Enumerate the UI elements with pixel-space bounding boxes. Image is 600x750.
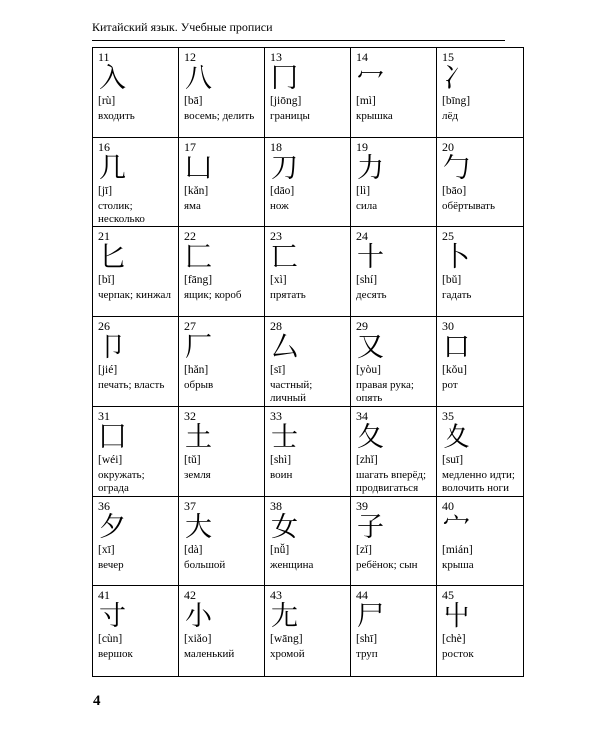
radical-cell (437, 48, 523, 138)
radical-pinyin: [jī] (98, 184, 113, 197)
radical-cell (93, 407, 179, 497)
radical-pinyin: [bǐ] (98, 274, 115, 287)
radical-meaning: большой (184, 558, 226, 571)
radical-character: 凵 (185, 152, 212, 184)
radical-character: 口 (443, 332, 470, 364)
radical-character: 冫 (443, 63, 470, 94)
radical-number: 15 (442, 50, 454, 64)
radical-number: 22 (184, 229, 196, 244)
radical-cell (179, 138, 265, 228)
radical-number: 42 (184, 588, 196, 603)
radical-character: 几 (99, 152, 126, 184)
radical-character: 匚 (185, 242, 212, 274)
radical-cell (179, 586, 265, 676)
radical-pinyin: [chè] (442, 633, 466, 646)
radical-number: 43 (270, 588, 282, 603)
radical-meaning: сила (356, 199, 378, 212)
radical-number: 36 (98, 498, 110, 513)
radical-number: 44 (356, 588, 368, 603)
radical-character: 女 (271, 511, 298, 543)
radical-pinyin: [hǎn] (184, 364, 209, 377)
radical-number: 31 (98, 408, 110, 423)
radical-pinyin: [fāng] (184, 274, 213, 287)
radical-cell (437, 497, 523, 587)
radical-pinyin: [bāo] (442, 184, 467, 197)
radical-number: 27 (184, 319, 196, 334)
radical-cell (179, 48, 265, 138)
radical-cell (437, 227, 523, 317)
radical-cell (179, 227, 265, 317)
radical-pinyin: [sī] (270, 364, 286, 377)
radical-pinyin: [suī] (442, 453, 464, 466)
radical-meaning: окружать; ограда (98, 468, 145, 494)
radical-meaning: нож (270, 199, 289, 212)
radical-meaning: вечер (98, 558, 124, 571)
radical-character: 冂 (271, 63, 298, 94)
radical-number: 18 (270, 139, 282, 154)
radical-character: 十 (357, 242, 384, 274)
radical-cell (265, 227, 351, 317)
radical-number: 25 (442, 229, 454, 244)
radical-number: 29 (356, 319, 368, 334)
radicals-table (92, 47, 524, 677)
radical-character: 子 (357, 511, 384, 543)
radical-meaning: черпак; кинжал (98, 289, 172, 302)
radical-number: 20 (442, 139, 454, 154)
radical-meaning: правая рука; опять (356, 379, 414, 405)
radical-meaning: хромой (270, 648, 305, 661)
radical-number: 21 (98, 229, 110, 244)
radical-cell (265, 586, 351, 676)
radical-number: 17 (184, 139, 196, 154)
radical-character: 力 (357, 152, 384, 184)
radical-cell (437, 586, 523, 676)
radical-meaning: женщина (270, 558, 314, 571)
radical-pinyin: [shī] (356, 633, 378, 646)
radical-character: 屮 (443, 601, 470, 633)
radical-cell (93, 48, 179, 138)
radical-cell (265, 138, 351, 228)
radical-number: 33 (270, 408, 282, 423)
radical-cell (265, 407, 351, 497)
radical-number: 40 (442, 498, 454, 513)
radical-number: 24 (356, 229, 368, 244)
radical-meaning: ребёнок; сын (356, 558, 418, 571)
radical-meaning: маленький (184, 648, 235, 661)
radical-cell (351, 138, 437, 228)
radical-cell (351, 227, 437, 317)
radical-pinyin: [shì] (270, 453, 292, 466)
radical-pinyin: [jiōng] (270, 95, 302, 107)
radical-character: 又 (357, 332, 384, 364)
radical-number: 39 (356, 498, 368, 513)
radical-character: 夊 (443, 421, 470, 453)
radical-meaning: росток (442, 648, 474, 661)
radical-pinyin: [mián] (442, 543, 473, 556)
radical-character: 大 (185, 511, 212, 543)
radical-meaning: воин (270, 468, 293, 481)
radical-meaning: прятать (270, 289, 306, 302)
radical-pinyin: [lì] (356, 184, 371, 197)
radical-meaning: гадать (442, 289, 472, 302)
radical-meaning: яма (184, 199, 201, 212)
radical-number: 19 (356, 139, 368, 154)
radical-character: 匕 (99, 242, 126, 274)
radical-cell (265, 317, 351, 407)
radical-cell (351, 407, 437, 497)
radical-character: 小 (185, 601, 212, 633)
radical-cell (351, 48, 437, 138)
radical-meaning: входить (98, 110, 135, 122)
radical-number: 37 (184, 498, 196, 513)
radical-character: 卜 (443, 242, 470, 274)
radical-cell (351, 317, 437, 407)
radical-cell (437, 407, 523, 497)
radical-number: 35 (442, 408, 454, 423)
radical-cell (179, 317, 265, 407)
radical-cell (179, 407, 265, 497)
radical-pinyin: [mì] (356, 95, 376, 107)
radical-number: 28 (270, 319, 282, 334)
radical-character: 八 (185, 63, 212, 94)
radical-pinyin: [dāo] (270, 184, 295, 197)
page-header (92, 18, 505, 41)
radical-pinyin: [wāng] (270, 633, 303, 646)
radical-pinyin: [xiǎo] (184, 633, 212, 646)
radical-character: 匸 (271, 242, 298, 274)
radical-meaning: частный; личный (270, 379, 313, 405)
radical-number: 32 (184, 408, 196, 423)
radical-character: 夕 (99, 511, 126, 543)
radical-number: 23 (270, 229, 282, 244)
radical-pinyin: [kǒu] (442, 364, 467, 377)
radical-character: 厂 (185, 332, 212, 364)
radical-pinyin: [xì] (270, 274, 287, 287)
radical-pinyin: [shí] (356, 274, 378, 287)
radical-number: 30 (442, 319, 454, 334)
radical-pinyin: [yòu] (356, 364, 381, 377)
radical-cell (93, 497, 179, 587)
radical-character: 勹 (443, 152, 470, 184)
radical-character: 刀 (271, 152, 298, 184)
radical-character: 卩 (99, 332, 126, 364)
radical-meaning: десять (356, 289, 387, 302)
radical-cell (265, 48, 351, 138)
radical-meaning: крышка (356, 110, 393, 122)
radical-meaning: границы (270, 110, 310, 122)
radical-number: 38 (270, 498, 282, 513)
radical-pinyin: [bīng] (442, 95, 471, 107)
radical-pinyin: [bā] (184, 95, 203, 107)
radical-cell (437, 317, 523, 407)
radical-number: 34 (356, 408, 368, 423)
radical-cell (93, 586, 179, 676)
radical-meaning: столик; несколько (98, 199, 145, 225)
radical-meaning: обрыв (184, 379, 214, 392)
radical-pinyin: [cùn] (98, 633, 123, 646)
radical-number: 12 (184, 50, 196, 64)
radical-cell (93, 138, 179, 228)
radical-cell (351, 497, 437, 587)
radical-pinyin: [xī] (98, 543, 115, 556)
page-number: 4 (93, 693, 101, 709)
radical-pinyin: [dà] (184, 543, 203, 556)
radical-cell (93, 317, 179, 407)
radical-pinyin: [zǐ] (356, 543, 372, 556)
radical-character: 士 (271, 421, 298, 453)
radical-cell (351, 586, 437, 676)
radical-cell (179, 497, 265, 587)
radical-meaning: труп (356, 648, 378, 661)
radical-cell (437, 138, 523, 228)
radical-number: 14 (356, 50, 368, 64)
radical-meaning: ящик; короб (184, 289, 242, 302)
radical-number: 41 (98, 588, 110, 603)
radical-meaning: шагать вперёд; продвигаться (356, 468, 427, 494)
radical-pinyin: [kǎn] (184, 184, 209, 197)
radical-pinyin: [rù] (98, 95, 116, 107)
radical-meaning: медленно идти; волочить ноги (442, 468, 515, 494)
radical-number: 26 (98, 319, 110, 334)
radical-pinyin: [bǔ] (442, 274, 462, 287)
radical-character: 寸 (99, 601, 126, 633)
radical-pinyin: [zhǐ] (356, 453, 378, 466)
radical-character: 尢 (271, 601, 298, 633)
radical-character: 厶 (271, 332, 298, 364)
radical-meaning: крыша (442, 558, 474, 571)
radical-character: 宀 (443, 511, 470, 543)
radical-pinyin: [wéi] (98, 453, 123, 466)
radical-cell (93, 227, 179, 317)
radical-character: 土 (185, 421, 212, 453)
radical-meaning: обёртывать (442, 199, 496, 212)
radical-number: 16 (98, 139, 110, 154)
radical-meaning: восемь; делить (184, 110, 255, 122)
radical-character: 入 (99, 63, 126, 94)
radical-number: 11 (98, 50, 110, 64)
radical-pinyin: [tǔ] (184, 453, 201, 466)
radical-pinyin: [nǚ] (270, 543, 290, 556)
radical-pinyin: [jié] (98, 364, 118, 377)
radical-character: 囗 (99, 421, 126, 453)
radical-character: 尸 (357, 601, 384, 633)
radical-number: 13 (270, 50, 282, 64)
radical-meaning: лёд (442, 110, 458, 122)
radical-meaning: земля (184, 468, 211, 481)
radical-number: 45 (442, 588, 454, 603)
header-title: Китайский язык. Учебные прописи (92, 20, 273, 34)
radical-meaning: рот (442, 379, 458, 392)
radical-cell (265, 497, 351, 587)
radical-character: 夂 (357, 421, 384, 453)
radical-character: 冖 (357, 63, 384, 94)
radical-meaning: печать; власть (98, 379, 165, 392)
radical-meaning: вершок (98, 648, 133, 661)
